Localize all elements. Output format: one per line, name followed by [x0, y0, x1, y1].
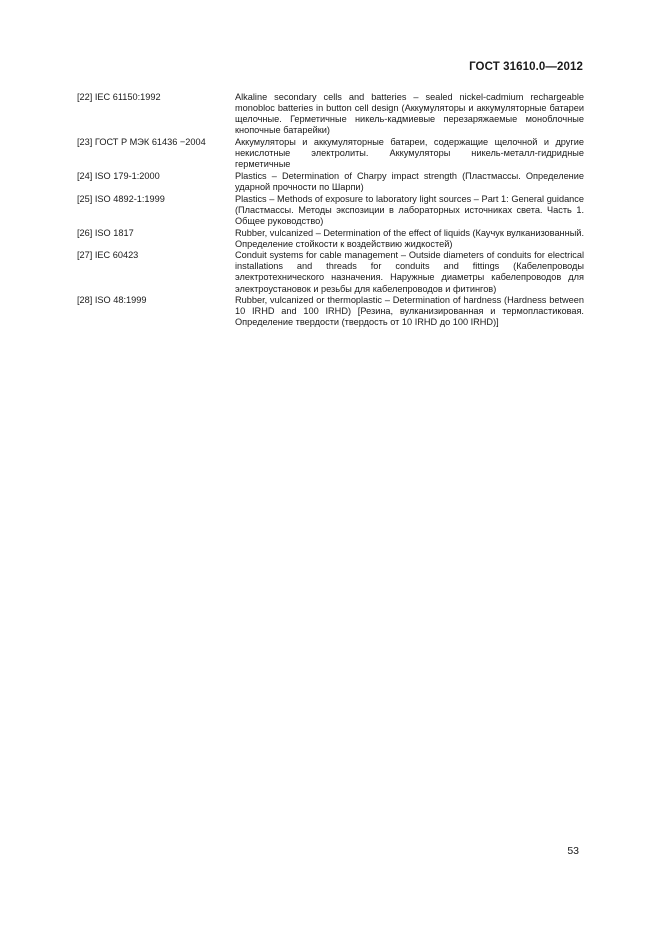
bibliography-entry: [77, 194, 584, 227]
reference-id: [24] ISO 179-1:2000: [77, 170, 160, 181]
bibliography-entry: [77, 228, 584, 250]
reference-description: Plastics – Methods of exposure to laboratory light sources – Part 1: General guidance (Пластмассы. Методы экспозиции в лабораторных источниках света. Часть 1. Общее руководство): [235, 193, 584, 226]
bibliography-entry: [77, 137, 584, 170]
bibliography-entry: [77, 171, 584, 193]
reference-id: [23] ГОСТ Р МЭК 61436 −2004: [77, 136, 206, 147]
reference-id: [25] ISO 4892-1:1999: [77, 193, 165, 204]
reference-id: [22] IEC 61150:1992: [77, 92, 161, 102]
standard-header: ГОСТ 31610.0—2012: [469, 61, 583, 73]
reference-id: [26] ISO 1817: [77, 227, 134, 238]
bibliography-entry: [77, 250, 584, 294]
reference-description: Plastics – Determination of Charpy impact strength (Пластмассы. Определение ударной прочности по Шарпи): [235, 170, 584, 192]
page-number: 53: [567, 845, 579, 857]
reference-description: Аккумуляторы и аккумуляторные батареи, содержащие щелочной и другие некислотные электролиты. Аккумуляторы никель-металл-гидридные герметичные: [235, 136, 584, 170]
reference-description: Rubber, vulcanized – Determination of the effect of liquids (Каучук вулканизованный. Определение стойкости к воздействию жидкостей): [235, 227, 584, 249]
reference-id: [27] IEC 60423: [77, 250, 139, 261]
bibliography-entry: [77, 92, 584, 136]
reference-description: Alkaline secondary cells and batteries – sealed nickel-cadmium rechargeable monobloc batteries in button cell design (Аккумуляторы и аккумуляторные батареи щелочные. Герметичные никель-кадмиевые перезаряжаемые моноблочные кнопочные батарейки): [235, 92, 584, 136]
reference-id: [28] ISO 48:1999: [77, 295, 147, 306]
bibliography-entry: [77, 295, 584, 328]
reference-description: Conduit systems for cable management – Outside diameters of conduits for electrical installations and threads for conduits and fittings (Кабелепроводы электротехнического назначения. Наружные диаметры кабелепроводов для электроустановок и резьбы для кабелепроводов и фитингов): [235, 250, 584, 294]
reference-description: Rubber, vulcanized or thermoplastic – Determination of hardness (Hardness between 10 IRHD and 100 IRHD) [Резина, вулканизированная и термопластиковая. Определение твердости (твердость от 10 IRHD до 100 IRHD)]: [235, 295, 584, 328]
bibliography-list: [77, 92, 584, 329]
